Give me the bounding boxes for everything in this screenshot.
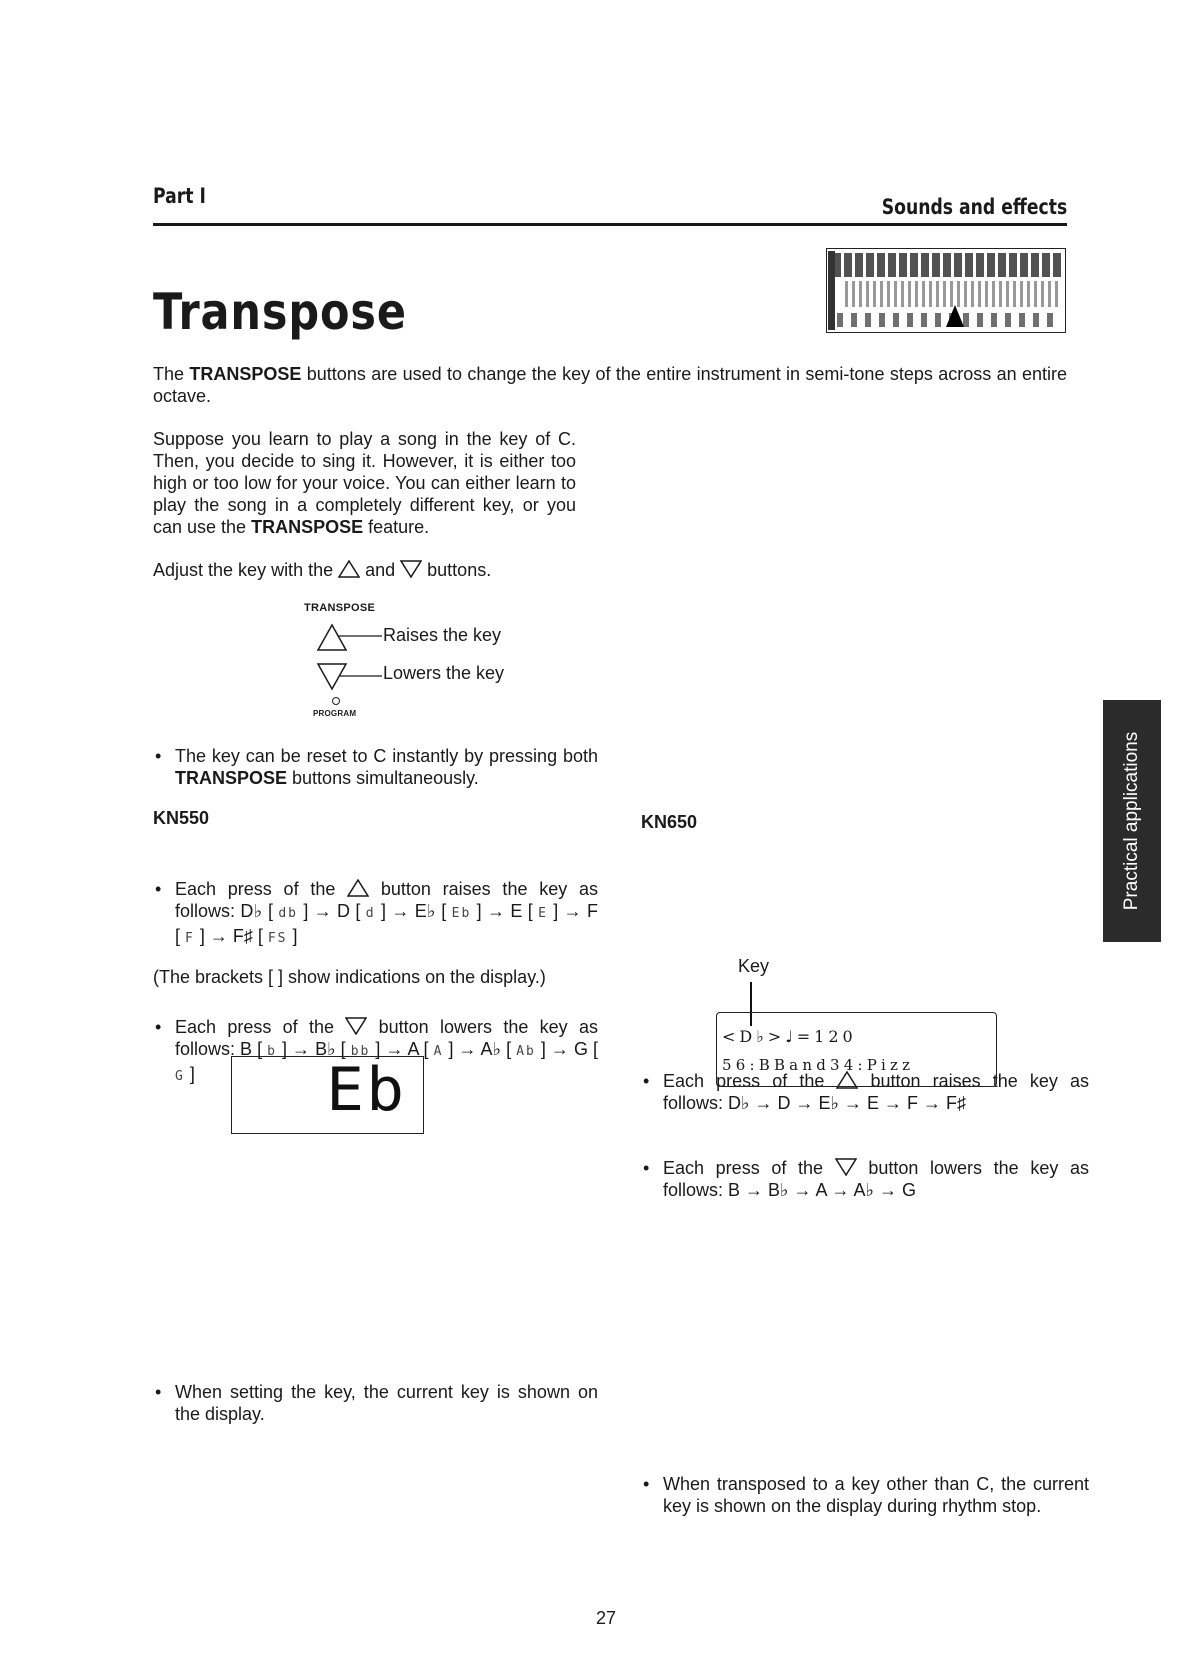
page-title: Transpose: [153, 283, 407, 341]
panel-pointer-icon: [946, 305, 964, 327]
side-tab-label: Practical applications: [1121, 731, 1142, 911]
kn550-lower-bullet: • Each press of the button lowers the key as follows: B [ b ] → B♭ [ bb ] → A [ A ] → A♭ [ Ab ] → G [ G ]: [153, 1016, 598, 1088]
transpose-up-button[interactable]: [316, 622, 386, 654]
body-paragraph: Suppose you learn to play a song in the key of C. Then, you decide to sing it. However, it is either too high or too low for your voice. You can either learn to play the song in a completely different key, or you can use the TRANSPOSE feature.: [153, 429, 576, 537]
lcd-line-1: <D♭>♩=120: [722, 1027, 857, 1046]
header-rule: [153, 223, 1067, 226]
side-tab: [1103, 700, 1161, 942]
program-label: PROGRAM: [313, 709, 357, 718]
lcd-line-2: 56:BBand34:Pizz: [722, 1056, 915, 1074]
kn550-heading: KN550: [153, 808, 210, 828]
program-indicator-icon: [332, 697, 340, 705]
up-triangle-icon: [338, 560, 360, 578]
kn550-raise-bullet: • Each press of the button raises the key as follows: D♭ [ db ] → D [ d ] → E♭ [ Eb ] → E [ E ] → F [ F ] → F♯ [ FS ]: [153, 878, 598, 950]
brackets-note: (The brackets [ ] show indications on the display.): [153, 967, 546, 987]
part-label: Part I: [153, 184, 206, 208]
page-number: 27: [596, 1608, 617, 1628]
lowers-key-label: Lowers the key: [383, 663, 505, 683]
key-caption: Key: [738, 956, 770, 976]
up-triangle-icon: [347, 879, 369, 897]
reset-bullet: • The key can be reset to C instantly by pressing both TRANSPOSE buttons simultaneously.: [153, 745, 598, 789]
intro-paragraph: The TRANSPOSE buttons are used to change the key of the entire instrument in semi-tone steps across an entire octave.: [153, 364, 1067, 406]
kn650-display-note: • When transposed to a key other than C, the current key is shown on the display during rhythm stop.: [641, 1473, 1089, 1517]
section-label: Sounds and effects: [881, 195, 1067, 219]
raises-key-label: Raises the key: [383, 625, 502, 645]
transpose-label: TRANSPOSE: [304, 602, 376, 614]
kn550-display-note: • When setting the key, the current key is shown on the display.: [153, 1381, 598, 1425]
down-triangle-icon: [345, 1017, 367, 1035]
lcd-display: [716, 1012, 997, 1087]
down-triangle-icon: [400, 560, 422, 578]
kn650-raise-bullet: • Each press of the button raises the key as follows: D♭ → D → E♭ → E → F → F♯: [641, 1070, 1089, 1114]
control-panel-icon: [826, 248, 1066, 333]
kn650-lower-bullet: • Each press of the button lowers the key as follows: B → B♭ → A → A♭ → G: [641, 1157, 1089, 1201]
down-triangle-icon: [835, 1158, 857, 1176]
kn650-heading: KN650: [641, 812, 698, 832]
led-display-value: Eb: [326, 1055, 407, 1125]
transpose-down-button[interactable]: [316, 660, 386, 692]
adjust-instruction: Adjust the key with the and buttons.: [153, 560, 492, 580]
